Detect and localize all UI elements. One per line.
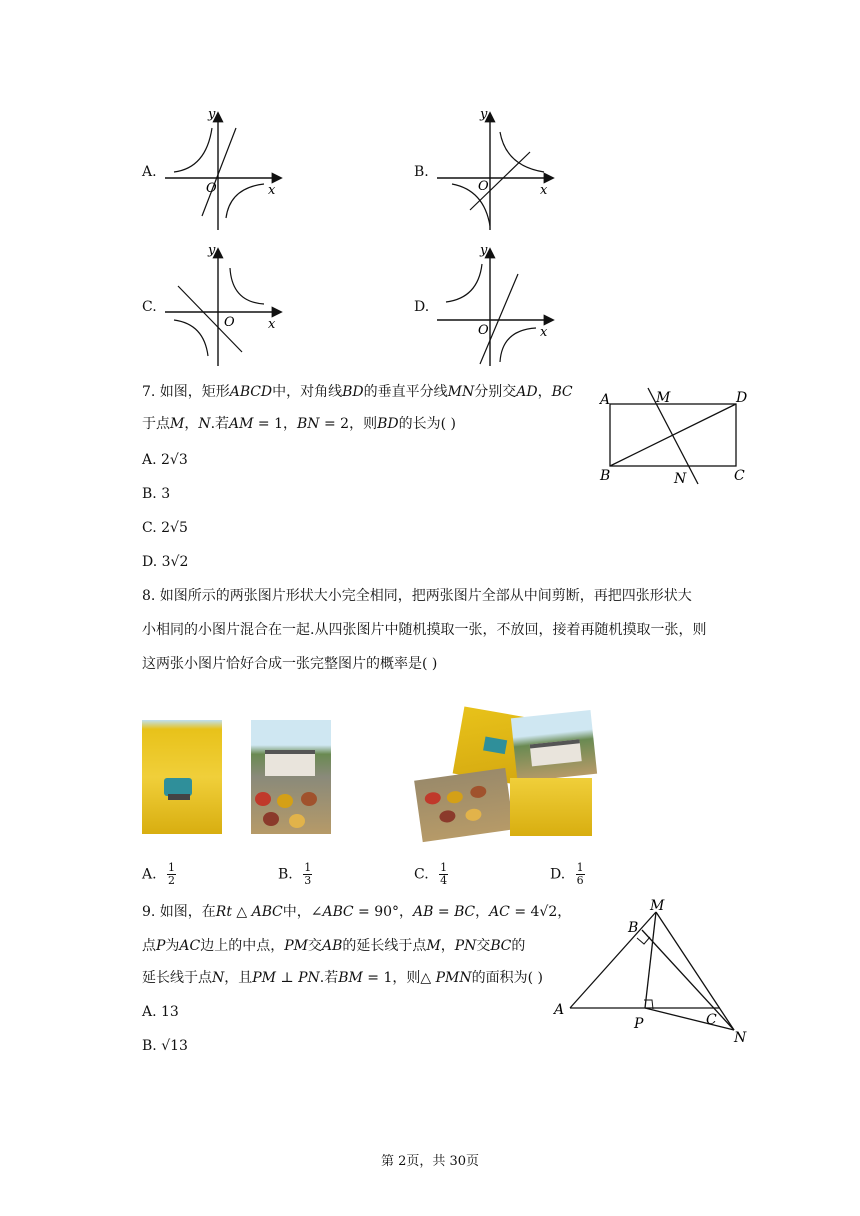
q9-text-line1: 9. 如图，在𝑅𝑡 △ 𝐴𝐵𝐶中，∠𝐴𝐵𝐶 = 90°，𝐴𝐵 = 𝐵𝐶，𝐴𝐶 = 4√2，	[142, 904, 572, 920]
q9-label-n: N	[734, 1030, 747, 1046]
grain-tray-dark	[263, 812, 279, 826]
q8-c-numerator: 1	[440, 861, 448, 874]
q6c-origin-label: O	[224, 315, 235, 330]
q8-text-line1: 8. 如图所示的两张图片形状大小完全相同，把两张图片全部从中间剪断，再把四张形状大	[142, 588, 692, 604]
q8-option-a-fraction	[167, 862, 176, 887]
q7-rectangle-figure	[596, 384, 752, 488]
q7-label-b: B	[600, 468, 611, 484]
grain-tray-yellow	[277, 794, 293, 808]
q9-label-b: B	[628, 920, 639, 936]
q8-option-b-label: B.	[278, 866, 293, 883]
q6d-x-label: x	[540, 325, 548, 340]
q7-option-d: D. 3√2	[142, 554, 189, 570]
q7-label-n: N	[674, 471, 687, 487]
grain-tray-gold	[289, 814, 305, 828]
q6-option-c-label: C.	[142, 299, 157, 315]
q9-triangle-figure	[548, 896, 752, 1046]
q8-option-c-label: C.	[414, 866, 429, 883]
q9-label-a: A	[554, 1002, 565, 1018]
grain-piece-gold	[465, 808, 483, 822]
village-piece-houses	[530, 739, 582, 766]
q6b-origin-label: O	[478, 179, 489, 194]
q7-label-m: M	[656, 390, 671, 406]
q6-option-b-label: B.	[414, 164, 429, 180]
q8-option-d-label: D.	[550, 866, 566, 883]
q6d-y-label: y	[480, 244, 488, 258]
village-piece-top-photo	[511, 710, 597, 782]
page-footer: 第 2页，共 30页	[380, 1154, 480, 1169]
q8-option-d-fraction	[576, 862, 585, 887]
q8-option-b-fraction	[303, 862, 312, 887]
q8-b-numerator: 1	[304, 861, 312, 874]
q8-option-d	[550, 862, 585, 887]
q6-graph-c	[160, 244, 290, 368]
q7-label-c: C	[734, 468, 745, 484]
harvester-piece	[483, 737, 507, 755]
harvester-base	[168, 794, 190, 800]
q8-a-denominator: 2	[168, 874, 176, 887]
q9-label-m: M	[650, 898, 665, 914]
q8-c-denominator: 4	[440, 874, 448, 887]
q6d-origin-label: O	[478, 323, 489, 338]
q6-option-a-label: A.	[142, 164, 157, 180]
grain-piece-dark	[439, 809, 457, 823]
q6-option-d-label: D.	[414, 299, 430, 315]
q6a-y-label: y	[208, 108, 216, 122]
q8-text-line3: 这两张小图片恰好合成一张完整图片的概率是( )	[142, 656, 438, 672]
grain-piece-photo	[414, 768, 514, 842]
grain-piece-red	[424, 791, 442, 805]
q8-option-a	[142, 862, 176, 887]
q6c-x-label: x	[268, 317, 276, 332]
q9-label-c: C	[706, 1012, 717, 1028]
wheat-piece-bottom-photo	[510, 778, 592, 836]
q7-text-line1: 7. 如图，矩形𝐴𝐵𝐶𝐷中，对角线𝐵𝐷的垂直平分线𝑀𝑁分别交𝐴𝐷，𝐵𝐶	[142, 384, 573, 400]
village-houses	[265, 750, 315, 776]
q8-option-c-fraction	[439, 862, 448, 887]
village-photo	[251, 720, 331, 834]
q9-text-line3: 延长线于点𝑁，且𝑃𝑀 ⊥ 𝑃𝑁.若𝐵𝑀 = 1，则△ 𝑃𝑀𝑁的面积为( )	[142, 970, 543, 986]
q6a-x-label: x	[268, 183, 276, 198]
grain-tray-red	[255, 792, 271, 806]
q6b-y-label: y	[480, 108, 488, 122]
q8-option-a-label: A.	[142, 866, 157, 883]
q7-text-line2: 于点𝑀，𝑁.若𝐴𝑀 = 1，𝐵𝑁 = 2，则𝐵𝐷的长为( )	[142, 416, 456, 432]
q6-graph-d	[432, 244, 562, 368]
q8-a-numerator: 1	[168, 861, 176, 874]
q6-graph-a	[160, 108, 290, 232]
q6b-x-label: x	[540, 183, 548, 198]
wheat-field-photo	[142, 720, 222, 834]
q8-text-line2: 小相同的小图片混合在一起.从四张图片中随机摸取一张，不放回，接着再随机摸取一张，则	[142, 622, 707, 638]
q7-option-a: A. 2√3	[142, 452, 188, 468]
q7-label-a: A	[600, 392, 611, 408]
q6a-origin-label: O	[206, 181, 217, 196]
q7-label-d: D	[736, 390, 748, 406]
q8-d-numerator: 1	[576, 861, 584, 874]
q6-graph-b	[432, 108, 562, 232]
q8-b-denominator: 3	[304, 874, 312, 887]
q9-label-p: P	[634, 1016, 644, 1032]
q7-option-b: B. 3	[142, 486, 171, 502]
q9-option-a: A. 13	[142, 1004, 179, 1020]
q9-text-line2: 点𝑃为𝐴𝐶边上的中点，𝑃𝑀交𝐴𝐵的延长线于点𝑀，𝑃𝑁交𝐵𝐶的	[142, 938, 526, 954]
q8-option-c	[414, 862, 448, 887]
q8-option-b	[278, 862, 312, 887]
q8-d-denominator: 6	[576, 874, 584, 887]
q6c-y-label: y	[208, 244, 216, 258]
grain-piece-yellow	[446, 790, 464, 804]
q7-option-c: C. 2√5	[142, 520, 188, 536]
grain-piece-brown	[470, 785, 488, 799]
q9-option-b: B. √13	[142, 1038, 188, 1054]
grain-tray-brown	[301, 792, 317, 806]
